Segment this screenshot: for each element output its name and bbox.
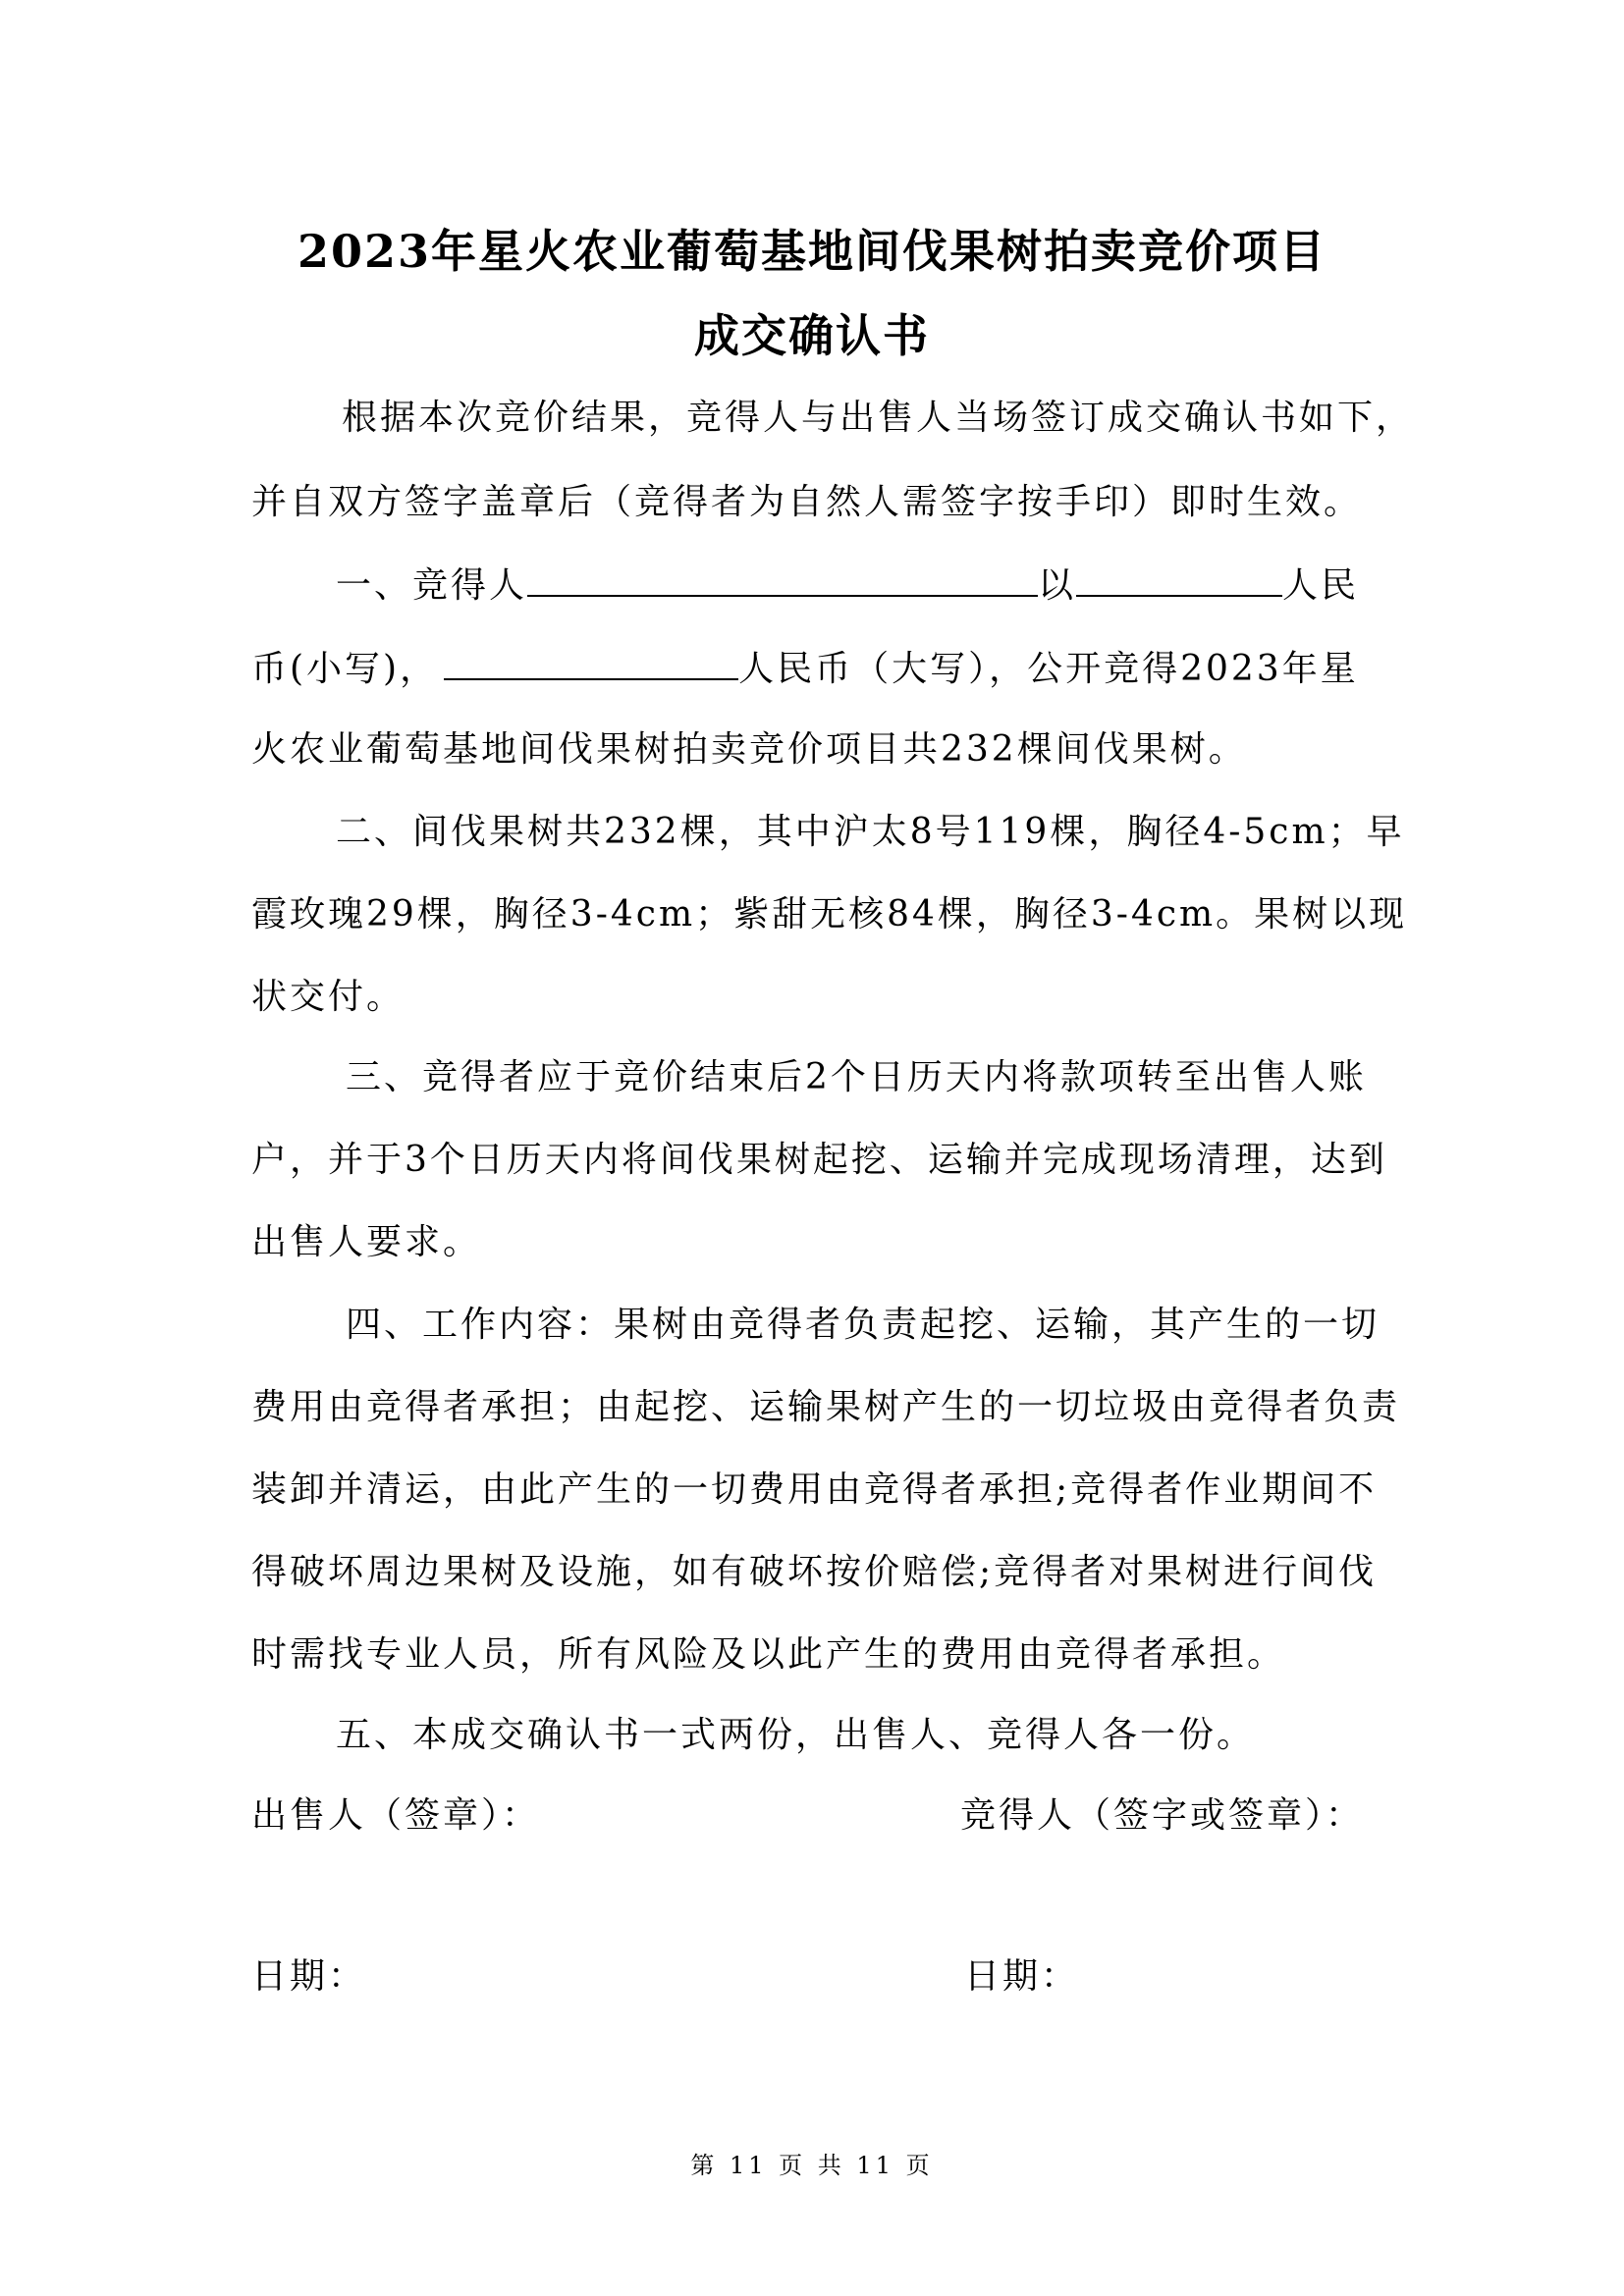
paragraph-4-line-2: 费用由竞得者承担；由起挖、运输果树产生的一切垃圾由竞得者负责 xyxy=(251,1387,1401,1427)
buyer-signature-label: 竞得人（签字或签章）： xyxy=(960,1795,1365,1836)
price-uppercase-blank xyxy=(444,645,738,680)
paragraph-5-line-1: 五、本成交确认书一式两份，出售人、竞得人各一份。 xyxy=(336,1715,1256,1755)
paragraph-1-line-2 xyxy=(251,645,1382,693)
paragraph-4-line-4: 得破坏周边果树及设施，如有破坏按价赔偿;竞得者对果树进行间伐 xyxy=(251,1552,1378,1592)
buyer-date-label: 日期： xyxy=(964,1956,1080,1997)
paragraph-1-line-3: 火农业葡萄基地间伐果树拍卖竞价项目共232棵间伐果树。 xyxy=(251,729,1247,770)
seller-date-label: 日期： xyxy=(251,1956,367,1997)
paragraph-1-mid: 以 xyxy=(1038,565,1077,606)
paragraph-1-line-2-b: 人民币（大写），公开竞得2023年星 xyxy=(738,649,1359,689)
paragraph-2-line-2: 霞玫瑰29棵，胸径3-4cm；紫甜无核84棵，胸径3-4cm。果树以现 xyxy=(251,894,1408,934)
price-lowercase-blank xyxy=(1076,561,1282,597)
paragraph-2-line-1: 二、间伐果树共232棵，其中沪太8号119棵，胸径4-5cm；早 xyxy=(336,812,1405,852)
buyer-name-blank xyxy=(527,561,1038,597)
title-line-2: 成交确认书 xyxy=(694,309,930,362)
paragraph-3-line-2: 户，并于3个日历天内将间伐果树起挖、运输并完成现场清理，达到 xyxy=(251,1140,1387,1180)
paragraph-1-line-1 xyxy=(336,561,1467,610)
paragraph-3-line-1: 三、竞得者应于竞价结束后2个日历天内将款项转至出售人账 xyxy=(346,1057,1367,1097)
paragraph-1-suffix: 人民 xyxy=(1282,565,1360,606)
seller-signature-label: 出售人（签章）： xyxy=(251,1795,541,1836)
intro-line-2: 并自双方签字盖章后（竞得者为自然人需签字按手印）即时生效。 xyxy=(251,482,1363,522)
paragraph-4-line-5: 时需找专业人员，所有风险及以此产生的费用由竞得者承担。 xyxy=(251,1634,1286,1675)
paragraph-4-line-3: 装卸并清运，由此产生的一切费用由竞得者承担;竞得者作业期间不 xyxy=(251,1469,1378,1510)
title-line-1: 2023年星火农业葡萄基地间伐果树拍卖竞价项目 xyxy=(297,225,1327,278)
paragraph-4-line-1: 四、工作内容：果树由竞得者负责起挖、运输，其产生的一切 xyxy=(346,1305,1380,1345)
paragraph-2-line-3: 状交付。 xyxy=(251,977,406,1017)
paragraph-1-prefix: 一、竞得人 xyxy=(336,565,528,606)
page-footer: 第 11 页 共 11 页 xyxy=(690,2152,934,2179)
intro-line-1: 根据本次竞价结果，竞得人与出售人当场签订成交确认书如下， xyxy=(342,398,1415,438)
paragraph-3-line-3: 出售人要求。 xyxy=(251,1222,482,1262)
paragraph-1-line-2-a: 币(小写)， xyxy=(251,649,439,689)
